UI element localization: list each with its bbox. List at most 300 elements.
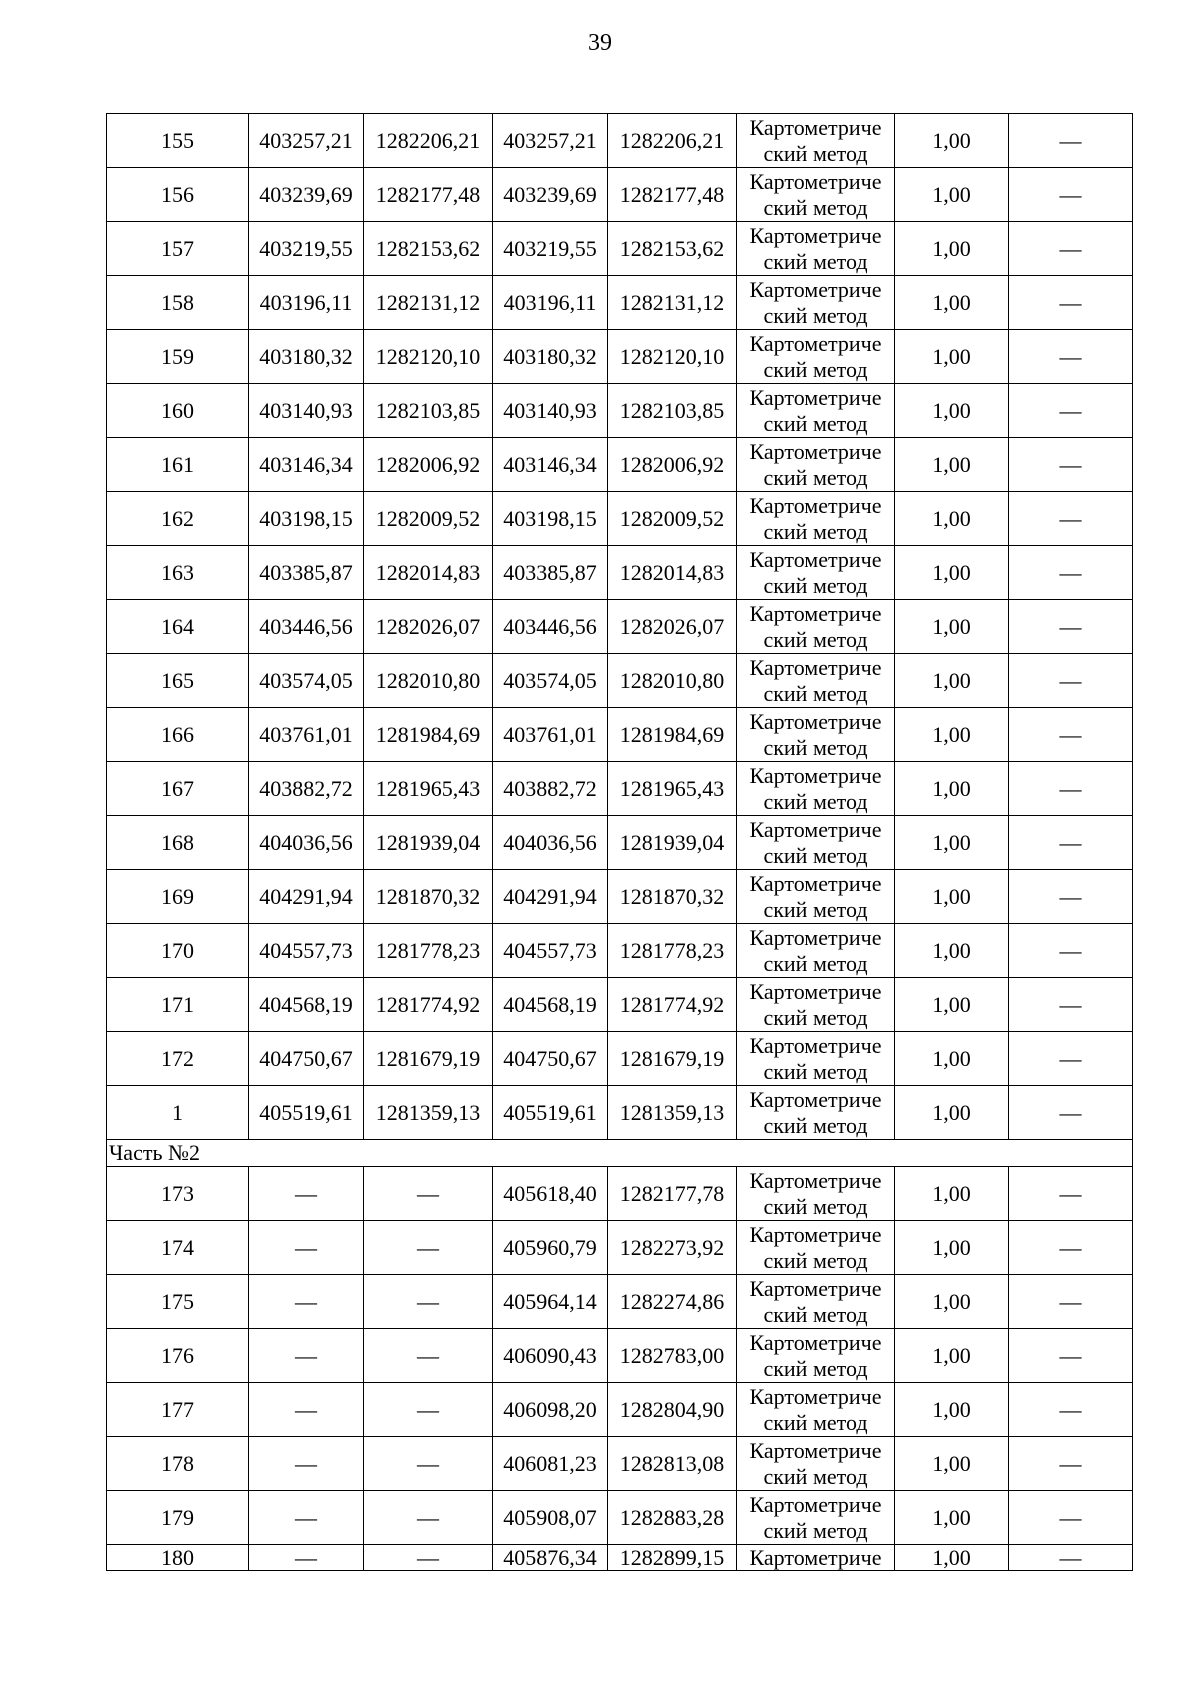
precision-cell: 1,00 [895,1437,1009,1491]
method-line-1: Картометриче [749,762,882,788]
existing-y-cell: 1282014,83 [364,546,493,600]
table-row [107,1221,1133,1275]
precision-cell: 1,00 [895,870,1009,924]
precision-cell: 1,00 [895,1545,1009,1571]
precision-cell: 1,00 [895,384,1009,438]
precision-cell: 1,00 [895,1383,1009,1437]
method-line-2: ский метод [763,518,868,544]
point-number-cell: 171 [107,978,249,1032]
existing-y-cell: 1281359,13 [364,1086,493,1140]
point-number-cell: 164 [107,600,249,654]
new-y-cell: 1281939,04 [608,816,737,870]
point-number-cell: 168 [107,816,249,870]
new-x-cell: 405876,34 [493,1545,608,1571]
method-cell [737,1491,895,1545]
new-x-cell: 403219,55 [493,222,608,276]
precision-cell: 1,00 [895,438,1009,492]
method-line-1: Картометриче [749,1437,882,1463]
precision-cell: 1,00 [895,1167,1009,1221]
existing-x-cell: 403446,56 [249,600,364,654]
existing-x-cell: 404557,73 [249,924,364,978]
note-cell: — [1009,546,1133,600]
table-row [107,816,1133,870]
point-number-cell: 155 [107,114,249,168]
new-x-cell: 405519,61 [493,1086,608,1140]
existing-x-cell: 404750,67 [249,1032,364,1086]
precision-cell: 1,00 [895,276,1009,330]
existing-y-cell: 1281939,04 [364,816,493,870]
existing-x-cell: 403196,11 [249,276,364,330]
existing-y-cell: 1282131,12 [364,276,493,330]
new-x-cell: 404036,56 [493,816,608,870]
new-x-cell: 404557,73 [493,924,608,978]
method-cell [737,708,895,762]
new-x-cell: 406098,20 [493,1383,608,1437]
method-cell [737,1329,895,1383]
method-line-2: ский метод [763,302,868,328]
point-number-cell: 179 [107,1491,249,1545]
method-line-1: Картометриче [749,1329,882,1355]
new-y-cell: 1282103,85 [608,384,737,438]
existing-y-cell: 1282120,10 [364,330,493,384]
existing-x-cell: 404568,19 [249,978,364,1032]
method-line-1: Картометриче [749,222,882,248]
existing-y-cell: 1281870,32 [364,870,493,924]
method-cell [737,978,895,1032]
section-header-row [107,1140,1133,1167]
method-line-2: ский метод [763,194,868,220]
new-y-cell: 1282274,86 [608,1275,737,1329]
method-line-2: ский метод [763,896,868,922]
new-y-cell: 1282010,80 [608,654,737,708]
method-line-2: ский метод [763,464,868,490]
existing-x-cell: 403257,21 [249,114,364,168]
existing-y-cell: 1281965,43 [364,762,493,816]
note-cell: — [1009,222,1133,276]
precision-cell: 1,00 [895,924,1009,978]
new-y-cell: 1282131,12 [608,276,737,330]
coordinates-table [106,113,1133,1571]
new-x-cell: 403196,11 [493,276,608,330]
existing-x-cell: — [249,1167,364,1221]
existing-x-cell: — [249,1329,364,1383]
existing-y-cell: 1282177,48 [364,168,493,222]
method-line-2: ский метод [763,410,868,436]
precision-cell: 1,00 [895,654,1009,708]
existing-y-cell: — [364,1275,493,1329]
existing-y-cell: — [364,1491,493,1545]
method-line-1: Картометриче [749,114,882,140]
note-cell: — [1009,114,1133,168]
point-number-cell: 174 [107,1221,249,1275]
new-y-cell: 1282177,48 [608,168,737,222]
method-line-1: Картометриче [749,708,882,734]
point-number-cell: 170 [107,924,249,978]
new-x-cell: 403761,01 [493,708,608,762]
table-row [107,276,1133,330]
existing-x-cell: 403385,87 [249,546,364,600]
precision-cell: 1,00 [895,708,1009,762]
method-line-2: ский метод [763,1247,868,1273]
table-row [107,222,1133,276]
new-y-cell: 1282153,62 [608,222,737,276]
method-cell [737,1275,895,1329]
point-number-cell: 157 [107,222,249,276]
method-cell [737,114,895,168]
method-line-2: ский метод [763,1463,868,1489]
note-cell: — [1009,654,1133,708]
method-cell [737,1545,895,1571]
point-number-cell: 172 [107,1032,249,1086]
new-y-cell: 1282006,92 [608,438,737,492]
method-line-1: Картометриче [749,1221,882,1247]
existing-x-cell: — [249,1221,364,1275]
existing-x-cell: 403574,05 [249,654,364,708]
method-line-2: ский метод [763,842,868,868]
new-y-cell: 1282883,28 [608,1491,737,1545]
new-x-cell: 406081,23 [493,1437,608,1491]
method-line-2: ский метод [763,356,868,382]
note-cell: — [1009,1032,1133,1086]
precision-cell: 1,00 [895,1275,1009,1329]
note-cell: — [1009,978,1133,1032]
table-row [107,1032,1133,1086]
point-number-cell: 177 [107,1383,249,1437]
new-y-cell: 1281965,43 [608,762,737,816]
method-line-2: ский метод [763,1193,868,1219]
new-x-cell: 403257,21 [493,114,608,168]
point-number-cell: 158 [107,276,249,330]
table-row [107,492,1133,546]
existing-y-cell: 1281778,23 [364,924,493,978]
precision-cell: 1,00 [895,816,1009,870]
new-y-cell: 1281774,92 [608,978,737,1032]
point-number-cell: 175 [107,1275,249,1329]
new-x-cell: 404750,67 [493,1032,608,1086]
new-y-cell: 1282273,92 [608,1221,737,1275]
new-x-cell: 403180,32 [493,330,608,384]
table-row [107,1329,1133,1383]
note-cell: — [1009,168,1133,222]
new-x-cell: 403882,72 [493,762,608,816]
new-y-cell: 1281778,23 [608,924,737,978]
method-line-2: ский метод [763,248,868,274]
precision-cell: 1,00 [895,546,1009,600]
precision-cell: 1,00 [895,1491,1009,1545]
existing-y-cell: — [364,1329,493,1383]
method-line-1: Картометриче [749,1086,882,1112]
existing-x-cell: 403761,01 [249,708,364,762]
method-line-1: Картометриче [749,654,882,680]
note-cell: — [1009,1275,1133,1329]
new-x-cell: 406090,43 [493,1329,608,1383]
point-number-cell: 165 [107,654,249,708]
page-number: 39 [588,30,612,56]
point-number-cell: 162 [107,492,249,546]
new-y-cell: 1282026,07 [608,600,737,654]
point-number-cell: 166 [107,708,249,762]
method-cell [737,1032,895,1086]
method-cell [737,870,895,924]
note-cell: — [1009,492,1133,546]
precision-cell: 1,00 [895,1086,1009,1140]
note-cell: — [1009,330,1133,384]
precision-cell: 1,00 [895,1329,1009,1383]
existing-x-cell: 403140,93 [249,384,364,438]
precision-cell: 1,00 [895,222,1009,276]
method-line-1: Картометриче [749,816,882,842]
method-cell [737,1383,895,1437]
method-line-1: Картометриче [749,924,882,950]
table-row [107,1545,1133,1571]
note-cell: — [1009,870,1133,924]
table-row [107,654,1133,708]
precision-cell: 1,00 [895,114,1009,168]
new-x-cell: 404568,19 [493,978,608,1032]
new-x-cell: 403239,69 [493,168,608,222]
existing-x-cell: 405519,61 [249,1086,364,1140]
new-y-cell: 1281984,69 [608,708,737,762]
new-y-cell: 1281870,32 [608,870,737,924]
precision-cell: 1,00 [895,762,1009,816]
table-row [107,1491,1133,1545]
existing-y-cell: — [364,1221,493,1275]
existing-y-cell: — [364,1437,493,1491]
existing-x-cell: 403146,34 [249,438,364,492]
method-line-2: ский метод [763,734,868,760]
table-body [107,114,1133,1571]
existing-y-cell: — [364,1545,493,1571]
existing-y-cell: 1281984,69 [364,708,493,762]
method-cell [737,654,895,708]
method-line-1: Картометриче [749,1275,882,1301]
method-line-1: Картометриче [749,438,882,464]
new-x-cell: 404291,94 [493,870,608,924]
method-line-1: Картометриче [749,546,882,572]
note-cell: — [1009,276,1133,330]
existing-y-cell: 1282006,92 [364,438,493,492]
existing-y-cell: 1282009,52 [364,492,493,546]
method-cell [737,1167,895,1221]
method-line-1: Картометриче [749,492,882,518]
method-line-1: Картометриче [749,978,882,1004]
note-cell: — [1009,1545,1133,1571]
point-number-cell: 176 [107,1329,249,1383]
note-cell: — [1009,1221,1133,1275]
precision-cell: 1,00 [895,168,1009,222]
existing-x-cell: — [249,1437,364,1491]
table-row [107,330,1133,384]
method-cell [737,384,895,438]
existing-x-cell: 403239,69 [249,168,364,222]
new-x-cell: 403140,93 [493,384,608,438]
precision-cell: 1,00 [895,978,1009,1032]
method-cell [737,816,895,870]
existing-x-cell: — [249,1491,364,1545]
precision-cell: 1,00 [895,330,1009,384]
new-y-cell: 1282177,78 [608,1167,737,1221]
table-row [107,546,1133,600]
precision-cell: 1,00 [895,1221,1009,1275]
table-row [107,924,1133,978]
table-row [107,762,1133,816]
method-cell [737,222,895,276]
point-number-cell: 167 [107,762,249,816]
note-cell: — [1009,1437,1133,1491]
method-cell [737,438,895,492]
precision-cell: 1,00 [895,1032,1009,1086]
method-line-2: ский метод [763,950,868,976]
existing-y-cell: 1282010,80 [364,654,493,708]
method-cell [737,762,895,816]
precision-cell: 1,00 [895,492,1009,546]
table-row [107,870,1133,924]
note-cell: — [1009,924,1133,978]
new-x-cell: 403198,15 [493,492,608,546]
method-cell [737,1437,895,1491]
table-row [107,168,1133,222]
existing-x-cell: — [249,1383,364,1437]
table-row [107,708,1133,762]
method-line-1: Картометриче [749,330,882,356]
note-cell: — [1009,1491,1133,1545]
method-line-2: ский метод [763,572,868,598]
point-number-cell: 156 [107,168,249,222]
new-y-cell: 1282783,00 [608,1329,737,1383]
new-x-cell: 405908,07 [493,1491,608,1545]
existing-y-cell: 1282206,21 [364,114,493,168]
method-line-2: ский метод [763,788,868,814]
point-number-cell: 161 [107,438,249,492]
existing-y-cell: 1282103,85 [364,384,493,438]
note-cell: — [1009,816,1133,870]
method-cell [737,600,895,654]
method-cell [737,276,895,330]
table-row [107,978,1133,1032]
method-line-2: ский метод [763,626,868,652]
table-row [107,600,1133,654]
method-line-1: Картометриче [749,1383,882,1409]
existing-y-cell: — [364,1383,493,1437]
note-cell: — [1009,708,1133,762]
existing-y-cell: 1282153,62 [364,222,493,276]
new-x-cell: 403446,56 [493,600,608,654]
point-number-cell: 169 [107,870,249,924]
new-x-cell: 403574,05 [493,654,608,708]
method-line-2: ский метод [763,1355,868,1381]
new-y-cell: 1282120,10 [608,330,737,384]
method-cell [737,330,895,384]
note-cell: — [1009,762,1133,816]
method-line-1: Картометриче [749,870,882,896]
existing-x-cell: 404291,94 [249,870,364,924]
new-x-cell: 405618,40 [493,1167,608,1221]
method-line-1: Картометриче [749,276,882,302]
existing-x-cell: 403219,55 [249,222,364,276]
note-cell: — [1009,1383,1133,1437]
note-cell: — [1009,1086,1133,1140]
table-row [107,1275,1133,1329]
existing-y-cell: 1281679,19 [364,1032,493,1086]
method-cell [737,924,895,978]
method-line-2: ский метод [763,1058,868,1084]
new-x-cell: 405960,79 [493,1221,608,1275]
new-y-cell: 1282813,08 [608,1437,737,1491]
table-row [107,1167,1133,1221]
method-line-2: ский метод [763,1301,868,1327]
point-number-cell: 173 [107,1167,249,1221]
note-cell: — [1009,1329,1133,1383]
method-line-1: Картометриче [749,384,882,410]
method-line-1: Картометриче [749,168,882,194]
precision-cell: 1,00 [895,600,1009,654]
existing-y-cell: 1281774,92 [364,978,493,1032]
point-number-cell: 163 [107,546,249,600]
existing-y-cell: 1282026,07 [364,600,493,654]
table-row [107,384,1133,438]
table-row [107,114,1133,168]
method-cell [737,1086,895,1140]
existing-y-cell: — [364,1167,493,1221]
table-row [107,1086,1133,1140]
existing-x-cell: 404036,56 [249,816,364,870]
existing-x-cell: — [249,1545,364,1571]
method-line-1: Картометриче [749,600,882,626]
point-number-cell: 159 [107,330,249,384]
method-line-2: ский метод [763,140,868,166]
method-line-2: ский метод [763,1004,868,1030]
new-y-cell: 1282899,15 [608,1545,737,1571]
note-cell: — [1009,438,1133,492]
section-label: Часть №2 [107,1140,1133,1167]
new-y-cell: 1281359,13 [608,1086,737,1140]
new-y-cell: 1282009,52 [608,492,737,546]
method-line-1: Картометриче [749,1032,882,1058]
new-x-cell: 403146,34 [493,438,608,492]
new-x-cell: 403385,87 [493,546,608,600]
new-y-cell: 1281679,19 [608,1032,737,1086]
method-line-2: ский метод [763,1517,868,1543]
note-cell: — [1009,600,1133,654]
note-cell: — [1009,384,1133,438]
method-cell [737,492,895,546]
note-cell: — [1009,1167,1133,1221]
method-line-2: ский метод [763,680,868,706]
method-line-1: Картометриче [749,1167,882,1193]
point-number-cell: 160 [107,384,249,438]
existing-x-cell: 403882,72 [249,762,364,816]
method-cell [737,1221,895,1275]
point-number-cell: 178 [107,1437,249,1491]
method-line-1: Картометриче [749,1545,882,1570]
table-row [107,1437,1133,1491]
method-line-1: Картометриче [749,1491,882,1517]
point-number-cell: 1 [107,1086,249,1140]
existing-x-cell: 403180,32 [249,330,364,384]
existing-x-cell: — [249,1275,364,1329]
new-y-cell: 1282206,21 [608,114,737,168]
new-x-cell: 405964,14 [493,1275,608,1329]
table-row [107,438,1133,492]
table-row [107,1383,1133,1437]
method-line-2: ский метод [763,1112,868,1138]
new-y-cell: 1282014,83 [608,546,737,600]
method-cell [737,168,895,222]
method-cell [737,546,895,600]
new-y-cell: 1282804,90 [608,1383,737,1437]
existing-x-cell: 403198,15 [249,492,364,546]
method-line-2: ский метод [763,1409,868,1435]
